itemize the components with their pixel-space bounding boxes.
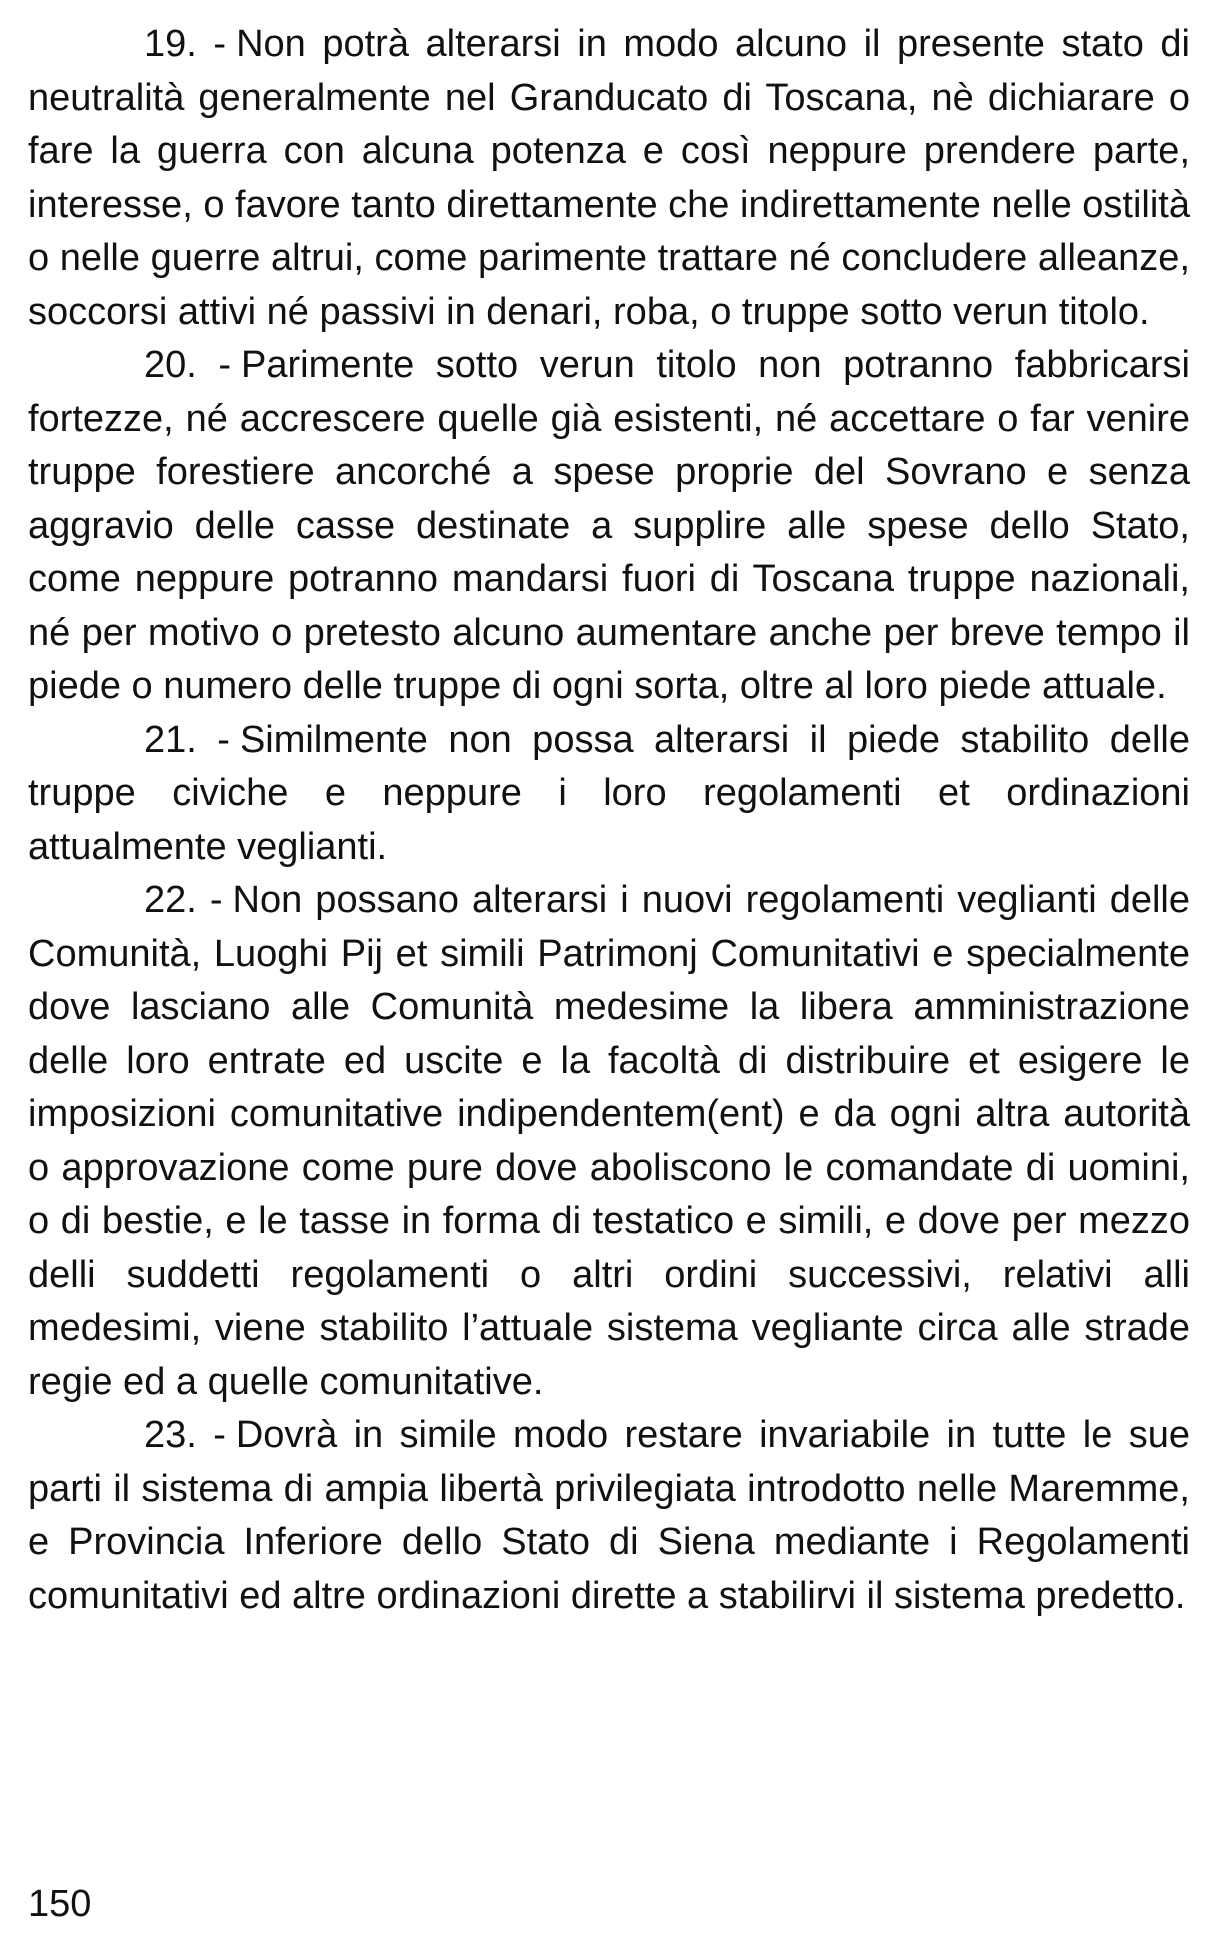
document-page	[28, 18, 1190, 1623]
paragraph-number: 21. -	[144, 718, 230, 761]
paragraph-number: 20. -	[144, 344, 232, 386]
paragraph-number: 19. -	[144, 23, 227, 65]
paragraph-20	[28, 339, 1190, 714]
paragraph-text: Similmente non possa alterarsi il piede stabilito delle truppe civiche e neppure i loro regolamenti et ordinazioni attualmente veglianti.	[28, 718, 1190, 868]
paragraph-number: 23. -	[144, 1414, 226, 1456]
paragraph-text: Non potrà alterarsi in modo alcuno il presente stato di neutralità generalmente nel Granducato di Toscana, nè dichiarare o fare la guerra con alcuna potenza e così neppure prendere parte, interesse, o favore tanto direttamente che indirettamente nelle ostilità o nelle guerre altrui, come parimente trattare né concludere alleanze, soccorsi attivi né passivi in denari, roba, o truppe sotto verun titolo.	[28, 23, 1191, 333]
paragraph-23	[28, 1409, 1190, 1623]
paragraph-text: Dovrà in simile modo restare invariabile in tutte le sue parti il sistema di ampia libertà privilegiata introdotto nelle Maremme, e Provincia Inferiore dello Stato di Siena mediante i Regolamenti comunitativi ed altre ordinazioni dirette a stabilirvi il sistema predetto.	[28, 1414, 1190, 1617]
paragraph-19	[28, 18, 1190, 339]
paragraph-text: Parimente sotto verun titolo non potranno fabbricarsi fortezze, né accrescere quelle già esistenti, né accettare o far venire truppe forestiere ancorché a spese proprie del Sovrano e senza aggravio delle casse destinate a supplire alle spese dello Stato, come neppure potranno mandarsi fuori di Toscana truppe nazionali, né per motivo o pretesto alcuno aumentare anche per breve tempo il piede o numero delle truppe di ogni sorta, oltre al loro piede attuale.	[28, 344, 1190, 707]
paragraph-22	[28, 874, 1190, 1409]
paragraph-21	[28, 714, 1190, 875]
paragraph-text: Non possano alterarsi i nuovi regolamenti veglianti delle Comunità, Luoghi Pij et simili Patrimonj Comunitativi e specialmente dove lasciano alle Comunità medesime la libera amministrazione delle loro entrate ed uscite e la facoltà di distribuire et esigere le imposizioni comunitative indipendentem(ent) e da ogni altra autorità o approvazione come pure dove aboliscono le comandate di uomini, o di bestie, e le tasse in forma di testatico e simili, e dove per mezzo delli suddetti regolamenti o altri ordini successivi, relativi alli medesimi, viene stabilito l’attuale sistema vegliante circa alle strade regie ed a quelle comunitative.	[28, 879, 1190, 1403]
paragraph-number: 22. -	[144, 879, 223, 921]
page-number: 150	[28, 1883, 92, 1925]
